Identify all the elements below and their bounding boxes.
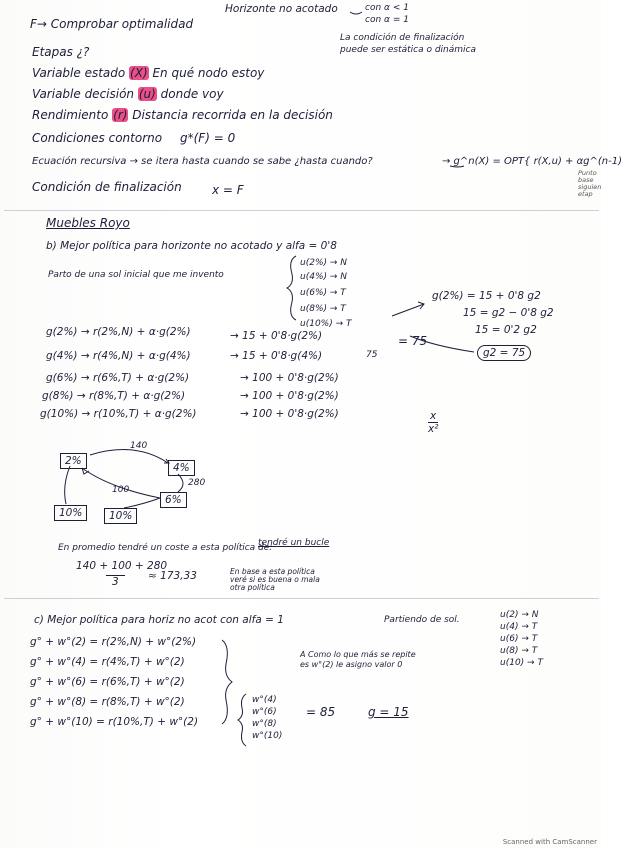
finalization-equation: x = F: [212, 183, 244, 197]
row-g2-result: = 75: [398, 334, 428, 348]
average-note: En base a esta política veré si es buena o mala otra política: [230, 567, 320, 592]
c-row-6: g° + w°(6) = r(6%,T) + w°(2): [30, 676, 185, 688]
finalization-note-1: La condición de finalización: [340, 33, 465, 43]
tilde-mark: [350, 12, 362, 14]
row-g8-rhs: → 100 + 0'8·g(2%): [240, 390, 339, 402]
decision-variable-label: Variable decisión: [32, 87, 135, 101]
w-result: = 85: [306, 705, 336, 719]
row-g4-lhs: g(4%) → r(4%,N) + α·g(4%): [46, 350, 191, 362]
row-g6-rhs: → 100 + 0'8·g(2%): [240, 372, 339, 384]
yield-label: Rendimiento: [32, 108, 109, 122]
side-calc-1: g(2%) = 15 + 0'8 g2: [432, 290, 541, 302]
choice-10: u(10%) → T: [300, 319, 352, 329]
arrow-to-result: [410, 336, 474, 352]
yield-symbol: (r): [113, 108, 128, 122]
horizon-note: Horizonte no acotado: [225, 3, 338, 15]
decision-variable-desc: donde voy: [160, 87, 224, 101]
w-list: w°(4) w°(6) w°(8) w°(10): [252, 695, 283, 741]
pen-mark: [450, 166, 464, 167]
row-g6-lhs: g(6%) → r(6%,T) + α·g(2%): [46, 372, 190, 384]
c-row-4: g° + w°(4) = r(4%,T) + w°(2): [30, 656, 185, 668]
decision-variable-symbol: (u): [138, 87, 156, 101]
edge-label-100: 100: [112, 485, 130, 495]
side-calc-2: 15 = g2 − 0'8 g2: [463, 307, 554, 319]
node-2: 2%: [60, 453, 87, 469]
scanner-footer: Scanned with CamScanner: [502, 838, 597, 846]
average-denominator: 3: [106, 575, 125, 588]
side-calc-3: 15 = 0'2 g2: [475, 324, 537, 336]
state-variable-label: Variable estado: [32, 66, 126, 80]
yield-desc: Distancia recorrida en la decisión: [132, 108, 333, 122]
boundary-equation: g*(F) = 0: [180, 131, 236, 145]
choice-8: u(8%) → T: [300, 304, 346, 314]
section-b-title: b) Mejor política para horizonte no acotado y alfa = 0'8: [46, 240, 337, 252]
choice-4: u(4%) → N: [300, 272, 347, 282]
c-note: A Como lo que más se repite es w°(2) le asigno valor 0: [300, 650, 416, 669]
row-g2-rhs: → 15 + 0'8·g(2%): [230, 330, 323, 342]
c-choice-2: u(2) → N: [500, 610, 539, 620]
state-variable-desc: En qué nodo estoy: [152, 66, 265, 80]
condition-alpha-eq-1: con α = 1: [365, 15, 409, 25]
c-brace-left: [222, 640, 232, 724]
c-choice-6: u(6) → T: [500, 634, 538, 644]
state-variable-symbol: (X): [130, 66, 148, 80]
start-solution-note: Parto de una sol inicial que me invento: [48, 270, 224, 280]
choice-2: u(2%) → N: [300, 258, 347, 268]
c-choice-4: u(4) → T: [500, 622, 538, 632]
c-choice-8: u(8) → T: [500, 646, 538, 656]
average-aside: tendré un bucle: [258, 538, 330, 548]
row-g10-rhs: → 100 + 0'8·g(2%): [240, 408, 339, 420]
edge-6-2: [82, 468, 160, 498]
edge-10b-6: [124, 498, 160, 508]
finalization-condition: Condición de finalización: [32, 180, 182, 194]
c-row-2: g° + w°(2) = r(2%,N) + w°(2%): [30, 636, 197, 648]
edge-2-10a: [65, 466, 70, 504]
edge-2-4: [90, 450, 168, 463]
row-g10-lhs: g(10%) → r(10%,T) + α·g(2%): [40, 408, 197, 420]
condition-alpha-lt-1: con α < 1: [365, 3, 409, 13]
side-calc-result: g2 = 75: [477, 345, 531, 361]
edge-4-6: [178, 474, 183, 492]
section-c-start-note: Partiendo de sol.: [384, 615, 460, 625]
edge-label-280: 280: [188, 478, 206, 488]
boundary-conditions: Condiciones contorno: [32, 131, 163, 145]
average-approx: ≈ 173,33: [148, 570, 197, 582]
c-choice-10: u(10) → T: [500, 658, 543, 668]
etapas-line: Etapas ¿?: [32, 45, 90, 59]
c-row-10: g° + w°(10) = r(10%,T) + w°(2): [30, 716, 199, 728]
fraction-top: x: [430, 410, 437, 422]
average-line: En promedio tendré un coste a esta política de:: [58, 543, 273, 553]
f-line: F→ Comprobar optimalidad: [30, 17, 194, 31]
row-g4-rhs: → 15 + 0'8·g(4%): [230, 350, 323, 362]
node-4: 4%: [168, 460, 195, 476]
row-g4-result: 75: [366, 350, 378, 360]
g-result: g = 15: [368, 705, 409, 719]
row-g8-lhs: g(8%) → r(8%,T) + α·g(2%): [42, 390, 186, 402]
average-numerator: 140 + 100 + 280: [76, 560, 168, 572]
node-10a: 10%: [54, 505, 87, 521]
choices-brace: [287, 256, 296, 320]
c-brace-w: [238, 694, 246, 746]
section-c-title: c) Mejor política para horiz no acot con alfa = 1: [34, 614, 284, 626]
margin-note: Punto base siguien etap: [578, 169, 602, 198]
c-row-8: g° + w°(8) = r(8%,T) + w°(2): [30, 696, 185, 708]
recursive-equation: Ecuación recursiva → se itera hasta cuando se sabe ¿hasta cuando?: [32, 156, 373, 167]
node-6: 6%: [160, 492, 187, 508]
arrow-to-calc: [392, 304, 424, 316]
edge-label-140: 140: [130, 441, 148, 451]
node-10b: 10%: [104, 508, 137, 524]
fraction-bottom: x²: [428, 423, 439, 435]
finalization-note-2: puede ser estática o dinámica: [340, 45, 477, 55]
section-heading: Muebles Royo: [46, 216, 130, 230]
recursive-equation-formula: → g^n(X) = OPT{ r(X,u) + αg^(n-1): [442, 156, 622, 167]
choice-6: u(6%) → T: [300, 288, 346, 298]
row-g2-lhs: g(2%) → r(2%,N) + α·g(2%): [46, 326, 191, 338]
